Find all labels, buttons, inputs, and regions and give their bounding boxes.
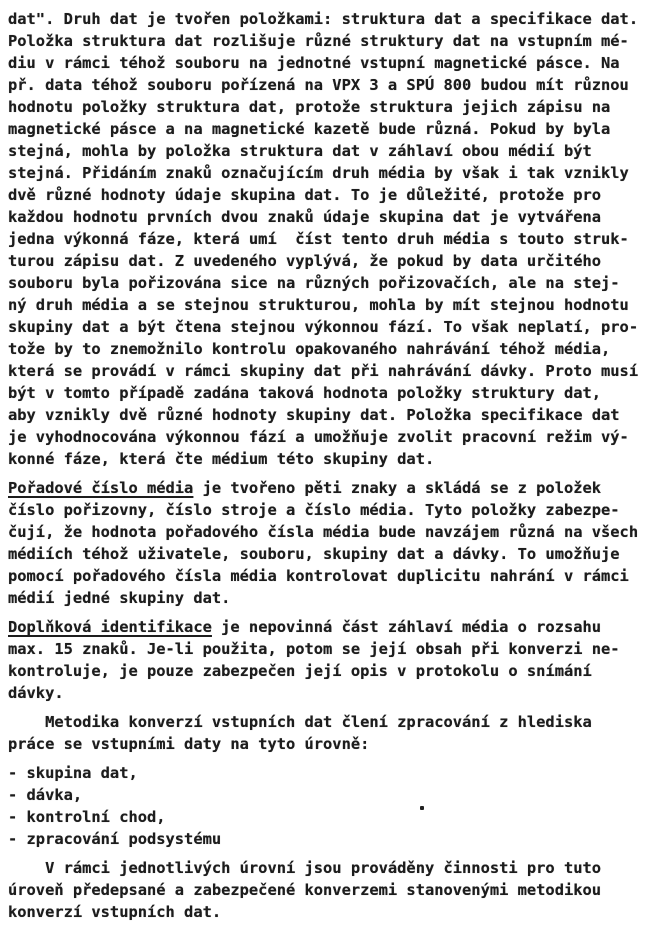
paragraph-v-ramci-urovni: [8, 857, 644, 923]
text-line: která se provádí v rámci skupiny dat při nahrávání dávky. Proto musí: [8, 362, 639, 380]
text-line: dávky.: [8, 684, 64, 702]
text-line: dvě různé hodnoty údaje skupina dat. To je důležité, protože pro: [8, 186, 602, 204]
text-line: dat". Druh dat je tvořen položkami: struktura dat a specifikace dat.: [8, 10, 639, 28]
text-line: magnetické pásce a na magnetické kazetě bude různá. Pokud by byla: [8, 120, 611, 138]
text-line: ný druh média a se stejnou strukturou, mohla by mít stejnou hodnotu: [8, 296, 629, 314]
text-line: souboru byla pořizována sice na různých pořizovačích, ale na stej-: [8, 274, 620, 292]
text-line: turou zápisu dat. Z uvedeného vyplývá, že pokud by data určitého: [8, 252, 602, 270]
text-line: být v tomto případě zadána taková hodnota položky struktury dat,: [8, 384, 602, 402]
text-line: kontroluje, je pouze zabezpečen její opis v protokolu o snímání: [8, 662, 592, 680]
text-line: [8, 477, 644, 499]
underlined-term: Doplňková identifikace: [8, 618, 212, 636]
text-line: jedna výkonná fáze, která umí číst tento druh média s touto struk-: [8, 230, 629, 248]
text-line: Položka struktura dat rozlišuje různé struktury dat na vstupním mé-: [8, 32, 629, 50]
text-line: př. data téhož souboru pořízená na VPX 3 a SPÚ 800 budou mít různou: [8, 76, 629, 94]
document-body: [8, 8, 644, 923]
text-line: úroveň předepsané a zabezpečené konverzemi stanovenými metodikou: [8, 881, 602, 899]
text-line: médiích téhož uživatele, souboru, skupiny dat a dávky. To umožňuje: [8, 545, 620, 563]
underlined-term: Pořadové číslo média: [8, 479, 194, 497]
paragraph-metodika-konverzi: [8, 711, 644, 755]
text-line: čují, že hodnota pořadového čísla média bude navzájem různá na všech: [8, 523, 639, 541]
text-line: - dávka,: [8, 786, 83, 804]
text-line: médií jedné skupiny dat.: [8, 589, 231, 607]
paragraph-doplnkova-identifikace: [8, 616, 644, 704]
text-line: práce se vstupními daty na tyto úrovně:: [8, 735, 370, 753]
text-line: max. 15 znaků. Je-li použita, potom se její obsah při konverzi ne-: [8, 640, 620, 658]
text-line: je vyhodnocována výkonnou fází a umožňuje zvolit pracovní režim vý-: [8, 428, 629, 446]
text-line: [8, 616, 644, 638]
text-line: skupiny dat a být čtena stejnou výkonnou fází. To však neplatí, pro-: [8, 318, 639, 336]
text-line: pomocí pořadového čísla média kontrolovat duplicitu nahrání v rámci: [8, 567, 629, 585]
ink-speck: [420, 806, 424, 810]
paragraph-druh-dat: [8, 8, 644, 470]
list-urovne: [8, 762, 644, 850]
text-line: aby vznikly dvě různé hodnoty skupiny dat. Položka specifikace dat: [8, 406, 620, 424]
text-line: - skupina dat,: [8, 764, 138, 782]
text-line: V rámci jednotlivých úrovní jsou prováděny činnosti pro tuto: [8, 859, 602, 877]
paragraph-poradove-cislo-media: [8, 477, 644, 609]
text-line: konverzí vstupních dat.: [8, 903, 222, 921]
line-rest: je tvořeno pěti znaky a skládá se z položek: [193, 479, 602, 497]
text-line: číslo pořizovny, číslo stroje a číslo média. Tyto položky zabezpe-: [8, 501, 620, 519]
text-line: Metodika konverzí vstupních dat člení zpracování z hlediska: [8, 713, 592, 731]
text-line: stejná. Přidáním znaků označujícím druh média by však i tak vznikly: [8, 164, 629, 182]
text-line: konné fáze, která čte médium této skupiny dat.: [8, 450, 435, 468]
text-line: diu v rámci téhož souboru na jednotné vstupní magnetické pásce. Na: [8, 54, 620, 72]
line-rest: je nepovinná část záhlaví média o rozsahu: [211, 618, 602, 636]
text-line: hodnotu položky struktura dat, protože struktura jejich zápisu na: [8, 98, 611, 116]
text-line: tože by to znemožnilo kontrolu opakovaného nahrávání téhož média,: [8, 340, 611, 358]
text-line: - zpracování podsystému: [8, 830, 222, 848]
text-line: - kontrolní chod,: [8, 808, 166, 826]
text-line: stejná, mohla by položka struktura dat v záhlaví obou médií být: [8, 142, 592, 160]
text-line: každou hodnotu prvních dvou znaků údaje skupina dat je vytvářena: [8, 208, 602, 226]
